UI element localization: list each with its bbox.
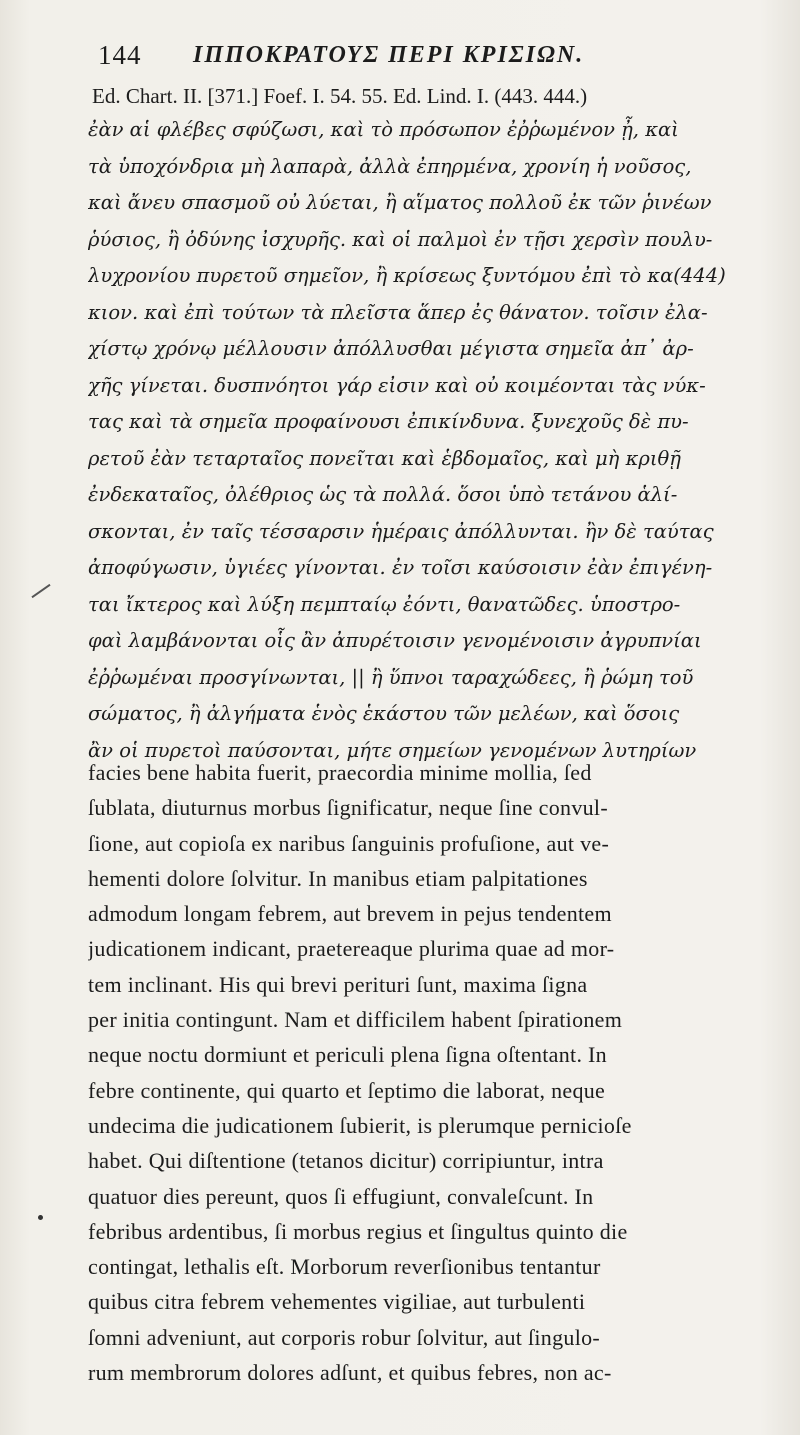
latin-line: habet. Qui diſtentione (tetanos dicitur) corripiuntur, intra (88, 1148, 604, 1174)
greek-line: ἂν οἱ πυρετοὶ παύσονται, μήτε σημείων γενομένων λυτηρίων (88, 738, 697, 762)
greek-line: τὰ ὑποχόνδρια μὴ λαπαρὰ, ἀλλὰ ἐπηρμένα, χρονίη ἡ νοῦσος, (88, 154, 692, 178)
page-header (98, 40, 778, 76)
latin-line: judicationem indicant, praetereaque plurima quae ad mor- (88, 936, 615, 962)
margin-pencil-stroke (31, 584, 50, 598)
margin-ink-dot (38, 1215, 43, 1220)
greek-line: χῆς γίνεται. δυσπνόητοι γάρ εἰσιν καὶ οὐ κοιμέονται τὰς νύκ- (88, 373, 706, 397)
greek-line: ἐῤῥωμέναι προσγίνωνται, || ἢ ὕπνοι ταραχώδεες, ἢ ῥώμη τοῦ (88, 665, 694, 689)
greek-line: λυχρονίου πυρετοῦ σημεῖον, ἢ κρίσεως ξυντόμου ἐπὶ τὸ κα(444) (88, 264, 726, 287)
greek-line: κιον. καὶ ἐπὶ τούτων τὰ πλεῖστα ἅπερ ἐς θάνατον. τοῖσιν ἐλα- (88, 300, 708, 324)
greek-line: ἐνδεκαταῖος, ὀλέθριος ὡς τὰ πολλά. ὅσοι ὑπὸ τετάνου ἁλί- (88, 483, 678, 506)
latin-line: ſomni adveniunt, aut corporis robur ſolvitur, aut ſingulo- (88, 1324, 601, 1350)
greek-line: τας καὶ τὰ σημεῖα προφαίνουσι ἐπικίνδυνα. ξυνεχοῦς δὲ πυ- (88, 410, 689, 433)
latin-line: tem inclinant. His qui brevi perituri ſunt, maxima ſigna (88, 971, 588, 997)
latin-line: ſione, aut copioſa ex naribus ſanguinis profuſione, aut ve- (88, 830, 610, 856)
latin-line: quibus citra febrem vehementes vigiliae, aut turbulenti (88, 1289, 586, 1315)
running-title: ΙΠΠΟΚΡΑΤΟΥΣ ΠΕΡΙ ΚΡΙΣΙΩΝ. (193, 42, 585, 68)
latin-line: febribus ardentibus, ſi morbus regius et ſingultus quinto die (88, 1218, 628, 1244)
greek-line: φαὶ λαμβάνονται οἷς ἂν ἀπυρέτοισιν γενομένοισιν ἀγρυπνίαι (88, 629, 702, 652)
greek-line: ἀποφύγωσιν, ὑγιέες γίνονται. ἐν τοῖσι καύσοισιν ἐὰν ἐπιγένη- (88, 556, 713, 579)
latin-line: per initia contingunt. Nam et difficilem habent ſpirationem (88, 1007, 623, 1033)
edition-reference-line: Ed. Chart. II. [371.] Foef. I. 54. 55. Ed. Lind. I. (443. 444.) (92, 84, 588, 108)
greek-line: χίστῳ χρόνῳ μέλλουσιν ἀπόλλυσθαι μέγιστα σημεῖα ἀπ᾽ ἀρ- (88, 337, 694, 360)
page-number: 144 (98, 40, 142, 70)
latin-line: febre continente, qui quarto et ſeptimo die laborat, neque (88, 1077, 606, 1103)
latin-line: undecima die judicationem ſubierit, is plerumque pernicioſe (88, 1112, 632, 1138)
latin-line: ſublata, diuturnus morbus ſignificatur, neque ſine convul- (88, 795, 608, 821)
greek-line: ἐὰν αἱ φλέβες σφύζωσι, καὶ τὸ πρόσωπον ἐῤῥωμένον ᾖ, καὶ (88, 118, 679, 141)
greek-line: σώματος, ἢ ἀλγήματα ἑνὸς ἑκάστου τῶν μελέων, καὶ ὅσοις (88, 702, 680, 725)
greek-line: ῥύσιος, ἢ ὀδύνης ἰσχυρῆς. καὶ οἱ παλμοὶ ἐν τῇσι χερσὶν πουλυ- (88, 227, 713, 251)
greek-text-block (88, 112, 788, 769)
greek-line: ται ἴκτερος καὶ λύξη πεμπταίῳ ἐόντι, θανατῶδες. ὑποστρο- (88, 592, 681, 616)
greek-line: σκονται, ἐν ταῖς τέσσαρσιν ἡμέραις ἀπόλλυνται. ἢν δὲ ταύτας (88, 519, 714, 543)
greek-line: καὶ ἄνευ σπασμοῦ οὐ λύεται, ἢ αἵματος πολλοῦ ἐκ τῶν ῥινέων (88, 191, 712, 214)
latin-text-block (88, 755, 788, 1390)
greek-line: ρετοῦ ἐὰν τεταρταῖος πονεῖται καὶ ἑβδομαῖος, καὶ μὴ κριθῇ (88, 446, 681, 470)
latin-line: admodum longam febrem, aut brevem in pejus tendentem (88, 901, 612, 927)
latin-line: quatuor dies pereunt, quos ſi effugiunt, convaleſcunt. In (88, 1183, 594, 1209)
latin-line: rum membrorum dolores adſunt, et quibus febres, non ac- (88, 1360, 612, 1386)
latin-line: contingat, lethalis eſt. Morborum reverſionibus tentantur (88, 1254, 601, 1280)
latin-line: hementi dolore ſolvitur. In manibus etiam palpitationes (88, 865, 588, 891)
latin-line: neque noctu dormiunt et periculi plena ſigna oſtentant. In (88, 1042, 607, 1068)
latin-line: facies bene habita fuerit, praecordia minime mollia, ſed (88, 760, 592, 785)
